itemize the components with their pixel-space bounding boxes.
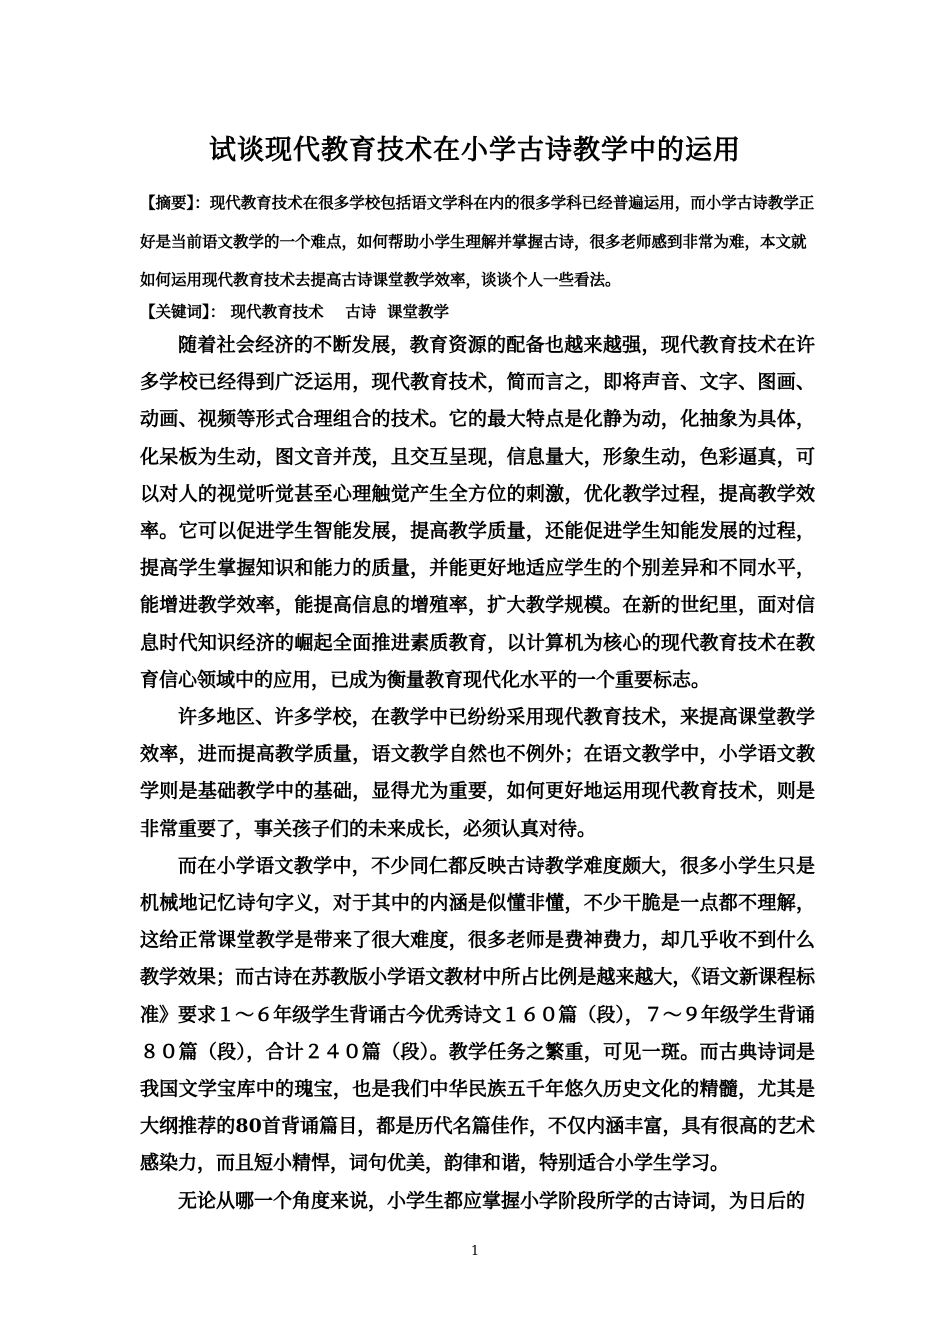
abstract: 【摘要】：现代教育技术在很多学校包括语文学科在内的很多学科已经普遍运用，而小学古诗教学正好是当前语文教学的一个难点，如何帮助小学生理解并掌握古诗，很多老师感到非常为难，本文就如何运用现代教育技术去提高古诗课堂教学效率，谈谈个人一些看法。	[140, 193, 815, 289]
paragraph: 许多地区、许多学校，在教学中已纷纷采用现代教育技术，来提高课堂教学效率，进而提高教学质量，语文教学自然也不例外；在语文教学中，小学语文教学则是基础教学中的基础，显得尤为重要，如何更好地运用现代教育技术，则是非常重要了，事关孩子们的未来成长，必须认真对待。	[140, 706, 815, 840]
paragraph: 而在小学语文教学中，不少同仁都反映古诗教学难度颇大，很多小学生只是机械地记忆诗句字义，对于其中的内涵是似懂非懂，不少干脆是一点都不理解，这给正常课堂教学是带来了很大难度，很多老师是费神费力，却几乎收不到什么教学效果；而古诗在苏教版小学语文教材中所占比例是越来越大，《语文新课程标准》要求１～６年级学生背诵古今优秀诗文１６０篇（段），７～９年级学生背诵８０篇（段），合计２４０篇（段）。教学任务之繁重，可见一斑。而古典诗词是我国文学宝库中的瑰宝，也是我们中华民族五千年悠久历史文化的精髓，尤其是大纲推荐的80首背诵篇目，都是历代名篇佳作，不仅内涵丰富，具有很高的艺术感染力，而且短小精悍，词句优美，韵律和谐，特别适合小学生学习。	[140, 854, 815, 1175]
body-text	[140, 327, 815, 1220]
document-title: 试谈现代教育技术在小学古诗教学中的运用	[209, 135, 741, 166]
page-number: 1	[470, 1244, 480, 1259]
paragraph: 无论从哪一个角度来说，小学生都应掌握小学阶段所学的古诗词，为日后的	[178, 1189, 806, 1212]
paragraph: 随着社会经济的不断发展，教育资源的配备也越来越强，现代教育技术在许多学校已经得到广泛运用，现代教育技术，简而言之，即将声音、文字、图画、动画、视频等形式合理组合的技术。它的最大特点是化静为动，化抽象为具体，化呆板为生动，图文音并茂，且交互呈现，信息量大，形象生动，色彩逼真，可以对人的视觉听觉甚至心理触觉产生全方位的刺激，优化教学过程，提高教学效率。它可以促进学生智能发展，提高教学质量，还能促进学生知能发展的过程，提高学生掌握知识和能力的质量，并能更好地适应学生的个别差异和不同水平，能增进教学效率，能提高信息的增殖率，扩大教学规模。在新的世纪里，面对信息时代知识经济的崛起全面推进素质教育，以计算机为核心的现代教育技术在教育信心领域中的应用，已成为衡量教育现代化水平的一个重要标志。	[140, 334, 815, 691]
keywords: 【关键词】： 现代教育技术 古诗 课堂教学	[140, 302, 450, 321]
